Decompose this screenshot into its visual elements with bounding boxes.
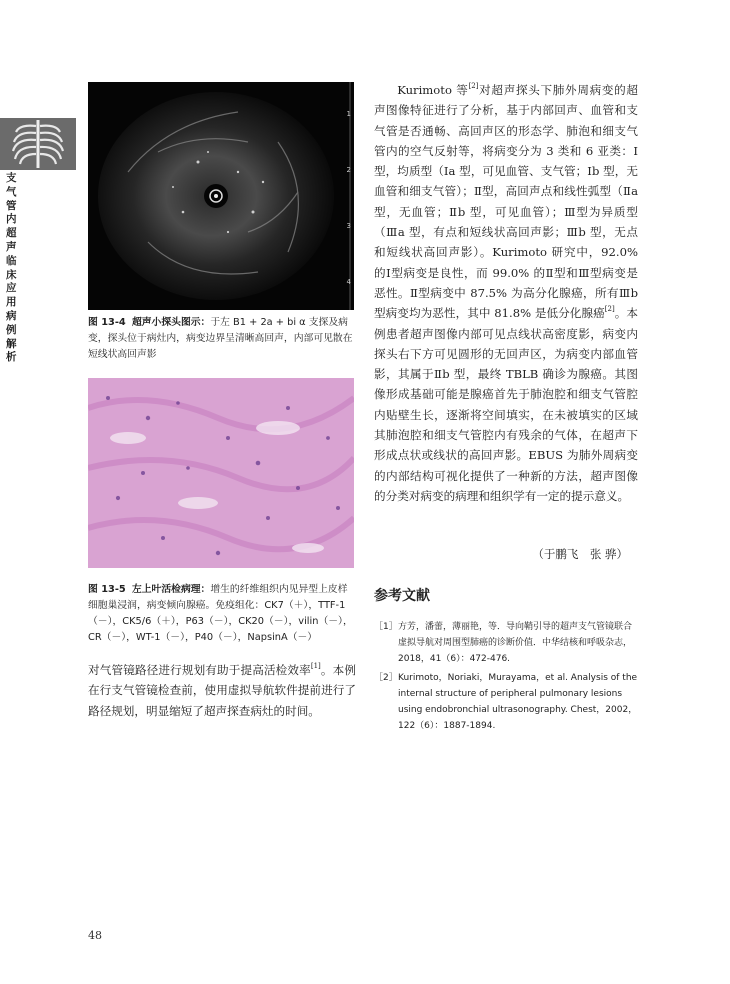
- scale-mark: 2: [346, 166, 351, 174]
- figure2-label: 图 13-5: [88, 584, 126, 595]
- reference-number: ［1］: [374, 622, 398, 632]
- figure2-caption: [88, 582, 354, 646]
- authors-line: （于鹏飞 张 骅）: [532, 547, 628, 561]
- ultrasound-figure: [88, 82, 354, 310]
- scale-mark: 4: [346, 278, 351, 286]
- figure1-label: 图 13-4: [88, 317, 126, 328]
- figure2-caption-text: 增生的纤维组织内见异型上皮样细胞巢浸润，病变倾向腺癌。免疫组化：CK7（＋），TTF-1（－），CK5/6（＋），P63（－），CK20（－），vilin（－），CR（－），WT-1（－），P40（－），NapsinA（－）: [88, 584, 353, 643]
- figure1-caption-text: 于左 B1 + 2a + bi α 支探及病变，探头位于病灶内，病变边界呈清晰高回声，内部可见散在短线状高回声影: [88, 317, 353, 360]
- right-text-2: 对超声探头下肺外周病变的超声图像特征进行了分析，基于内部回声、血管和支气管是否通畅、高回声区的形态学、肺泡和细支气管内的空气反射等，将病变分为 3 类和 6 亚类：Ⅰ型，均质型（Ⅰa 型，可见血管、支气管；Ⅰb 型，无血管和细支气管）；Ⅱ型，高回声点和线性弧型（Ⅱa 型，无血管；Ⅱb 型，可见血管）；Ⅲ型为异质型（Ⅲa 型，有点和短线状高回声影；Ⅲb 型，无点和短线状高回声影）。Kurimoto 研究中，92.0% 的Ⅰ型病变是良性，而 99.0% 的Ⅱ型和Ⅲ型病变是恶性。Ⅱ型病变中 87.5% 为高分化腺癌，所有Ⅲb 型病变均为恶性，其中 81.8% 是低分化腺癌: [374, 83, 638, 321]
- left-text-b: 。本例在行支气管镜检查前，使用虚拟导航软件提前进行了路径规划，明显缩短了超声探查病灶的时间。: [88, 663, 356, 718]
- reference-text: Kurimoto，Noriaki，Murayama，et al. Analysis of the internal structure of peripheral pulmonary lesions using endobronchial ultrasonography. Chest，2002，122（6）：1887-1894.: [398, 673, 638, 731]
- right-text-1: Kurimoto 等: [397, 83, 469, 97]
- ribcage-icon: [0, 118, 76, 170]
- histology-figure: [88, 378, 354, 568]
- histology-image: [88, 378, 354, 568]
- ribcage-banner: [0, 118, 76, 170]
- scale-mark: 3: [346, 222, 351, 230]
- ultrasound-image: [88, 82, 354, 310]
- reference-number: ［2］: [374, 673, 398, 683]
- references-heading: 参考文献: [374, 588, 430, 604]
- left-paragraph: [88, 660, 356, 721]
- reference-item: [374, 670, 638, 734]
- citation: [1]: [310, 662, 321, 670]
- figure1-title: 超声小探头图示：: [131, 317, 211, 328]
- scale-mark: 1: [346, 110, 351, 118]
- figure1-caption: [88, 315, 354, 363]
- chapter-side-tab: [0, 118, 76, 364]
- page-number: 48: [88, 929, 102, 942]
- reference-item: [374, 619, 638, 667]
- scale-marks: [347, 86, 351, 310]
- chapter-vertical-title: 支气管内超声临床应用病例解析: [6, 172, 17, 364]
- right-paragraph: [374, 80, 638, 506]
- citation: [2]: [604, 305, 615, 314]
- reference-text: 方芳，潘蕾，薄丽艳，等．导向鞘引导的超声支气管镜联合虚拟导航对周围型肺癌的诊断价值．中华结核和呼吸杂志，2018，41（6）：472-476.: [398, 622, 633, 664]
- citation: [2]: [468, 82, 479, 90]
- right-text-3: 。本例患者超声图像内部可见点线状高密度影，病变内探头右下方可见圆形的无回声区，为病变内部血管影，其属于Ⅱb 型，最终 TBLB 确诊为腺癌。其图像形成基础可能是腺癌首先于肺泡腔和细支气管腔内贴壁生长，逐渐将空间填实，在未被填实的区域其肺泡腔和细支气管腔内有残余的气体，在超声下形成点状或线状的高回声影。EBUS 为肺外周病变的内部结构可视化提供了一种新的方法，超声图像的分类对病变的病理和组织学有一定的提示意义。: [374, 306, 638, 503]
- figure2-title: 左上叶活检病理：: [131, 584, 211, 595]
- left-text-a: 对气管镜路径进行规划有助于提高活检效率: [88, 663, 311, 677]
